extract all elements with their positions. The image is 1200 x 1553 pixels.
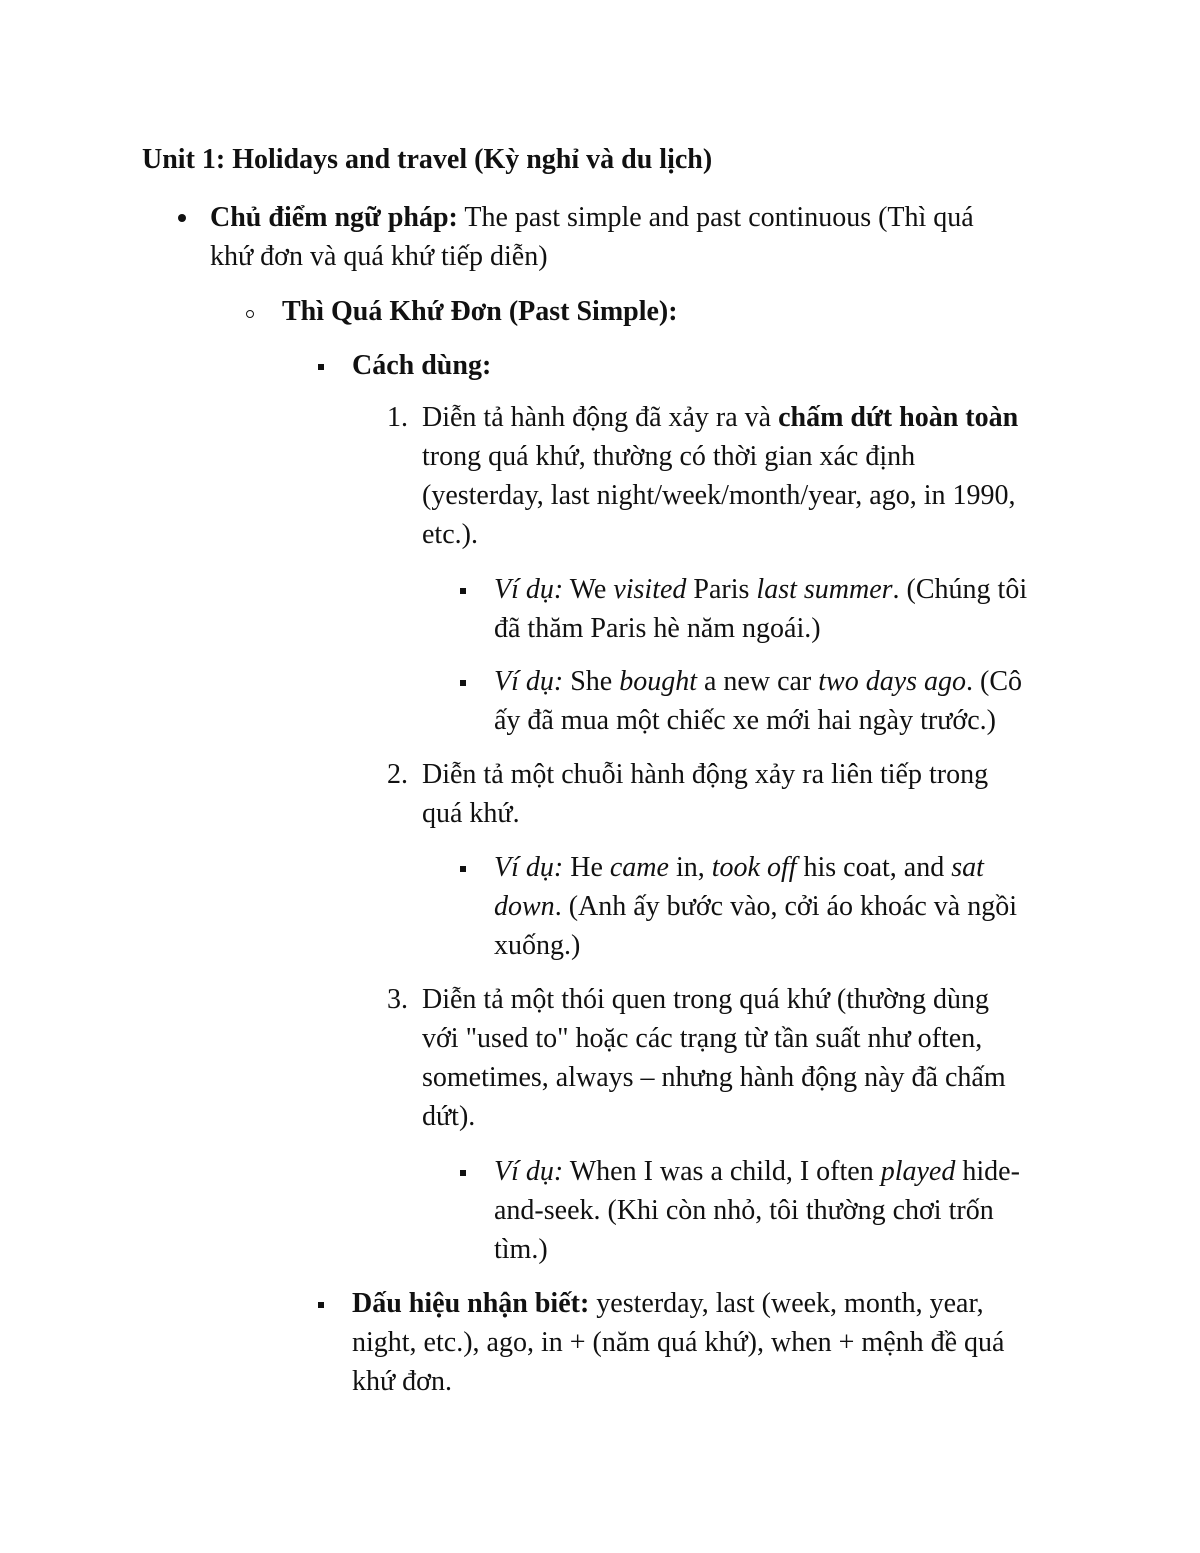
signs-text: yesterday, last (week, month, year,	[589, 1288, 984, 1319]
bullet-square	[460, 588, 466, 594]
item-number: 2.	[387, 759, 408, 790]
example-text: . (Anh ấy bước vào, cởi áo khoác và ngồi	[554, 891, 1018, 922]
example-text: We	[563, 574, 614, 605]
example-label: Ví dụ:	[494, 666, 564, 697]
example-3-line-1	[494, 1152, 1020, 1192]
section-heading: Thì Quá Khứ Đơn (Past Simple):	[282, 296, 678, 327]
item1-line-2: trong quá khứ, thường có thời gian xác định	[422, 441, 916, 472]
item-number: 1.	[387, 402, 408, 433]
example-text: his coat, and	[796, 852, 952, 883]
example-verb: down	[494, 891, 555, 922]
item1-line-3: (yesterday, last night/week/month/year, ago, in 1990,	[422, 480, 1016, 511]
grammar-line-2: khứ đơn và quá khứ tiếp diễn)	[210, 241, 548, 272]
example-3-line-3: tìm.)	[494, 1234, 548, 1265]
example-2-line-2	[494, 887, 1017, 927]
signs-label: Dấu hiệu nhận biết:	[352, 1288, 590, 1319]
item3-line-4: dứt).	[422, 1101, 476, 1132]
bullet-disc	[178, 214, 186, 222]
grammar-line-1	[210, 198, 974, 238]
example-time: two days ago	[818, 666, 967, 697]
usage-heading: Cách dùng:	[352, 350, 492, 381]
example-text: She	[563, 666, 620, 697]
signs-line-1	[352, 1284, 984, 1324]
example-text: . (Cô	[966, 666, 1023, 697]
bullet-circle	[246, 310, 254, 318]
example-verb: played	[880, 1156, 956, 1187]
example-1b-line-2: ấy đã mua một chiếc xe mới hai ngày trước.)	[494, 705, 996, 736]
example-verb: visited	[613, 574, 687, 605]
example-time: last summer	[756, 574, 893, 605]
example-1b-line-1	[494, 662, 1022, 702]
example-label: Ví dụ:	[494, 574, 564, 605]
example-verb: bought	[619, 666, 697, 697]
example-text: hide-	[955, 1156, 1020, 1187]
example-2-line-1	[494, 848, 984, 888]
example-verb: came	[609, 852, 669, 883]
example-text: a new car	[697, 666, 819, 697]
item2-line-1: Diễn tả một chuỗi hành động xảy ra liên tiếp trong	[422, 759, 989, 790]
example-verb: sat	[951, 852, 984, 883]
bullet-square	[460, 680, 466, 686]
example-1a-line-2: đã thăm Paris hè năm ngoái.)	[494, 613, 821, 644]
example-2-line-3: xuống.)	[494, 930, 581, 961]
bullet-square	[460, 866, 466, 872]
item1-line-4: etc.).	[422, 519, 478, 550]
example-text: . (Chúng tôi	[892, 574, 1028, 605]
grammar-label: Chủ điểm ngữ pháp:	[210, 202, 458, 233]
example-text: Paris	[686, 574, 757, 605]
bullet-square	[318, 1302, 324, 1308]
example-text: When I was a child, I often	[563, 1156, 881, 1187]
grammar-text: The past simple and past continuous (Thì quá	[457, 202, 974, 233]
example-label: Ví dụ:	[494, 1156, 564, 1187]
example-label: Ví dụ:	[494, 852, 564, 883]
example-1a-line-1	[494, 570, 1027, 610]
signs-line-2: night, etc.), ago, in + (năm quá khứ), when + mệnh đề quá	[352, 1327, 1005, 1358]
item2-line-2: quá khứ.	[422, 798, 520, 829]
bullet-square	[318, 364, 324, 370]
item3-line-2: với "used to" hoặc các trạng từ tần suất như often,	[422, 1023, 983, 1054]
example-verb: took off	[711, 852, 797, 883]
example-3-line-2: and-seek. (Khi còn nhỏ, tôi thường chơi trốn	[494, 1195, 994, 1226]
item3-line-3: sometimes, always – nhưng hành động này đã chấm	[422, 1062, 1006, 1093]
signs-line-3: khứ đơn.	[352, 1366, 452, 1397]
example-text: He	[563, 852, 610, 883]
item-number: 3.	[387, 984, 408, 1015]
page-title: Unit 1: Holidays and travel (Kỳ nghỉ và du lịch)	[142, 144, 713, 175]
example-text: in,	[668, 852, 712, 883]
bullet-square	[460, 1170, 466, 1176]
item3-line-1: Diễn tả một thói quen trong quá khứ (thường dùng	[422, 984, 989, 1015]
item1-line-1	[422, 398, 1018, 438]
item1-text: Diễn tả hành động đã xảy ra và	[422, 402, 779, 433]
item1-bold: chấm dứt hoàn toàn	[778, 402, 1019, 433]
